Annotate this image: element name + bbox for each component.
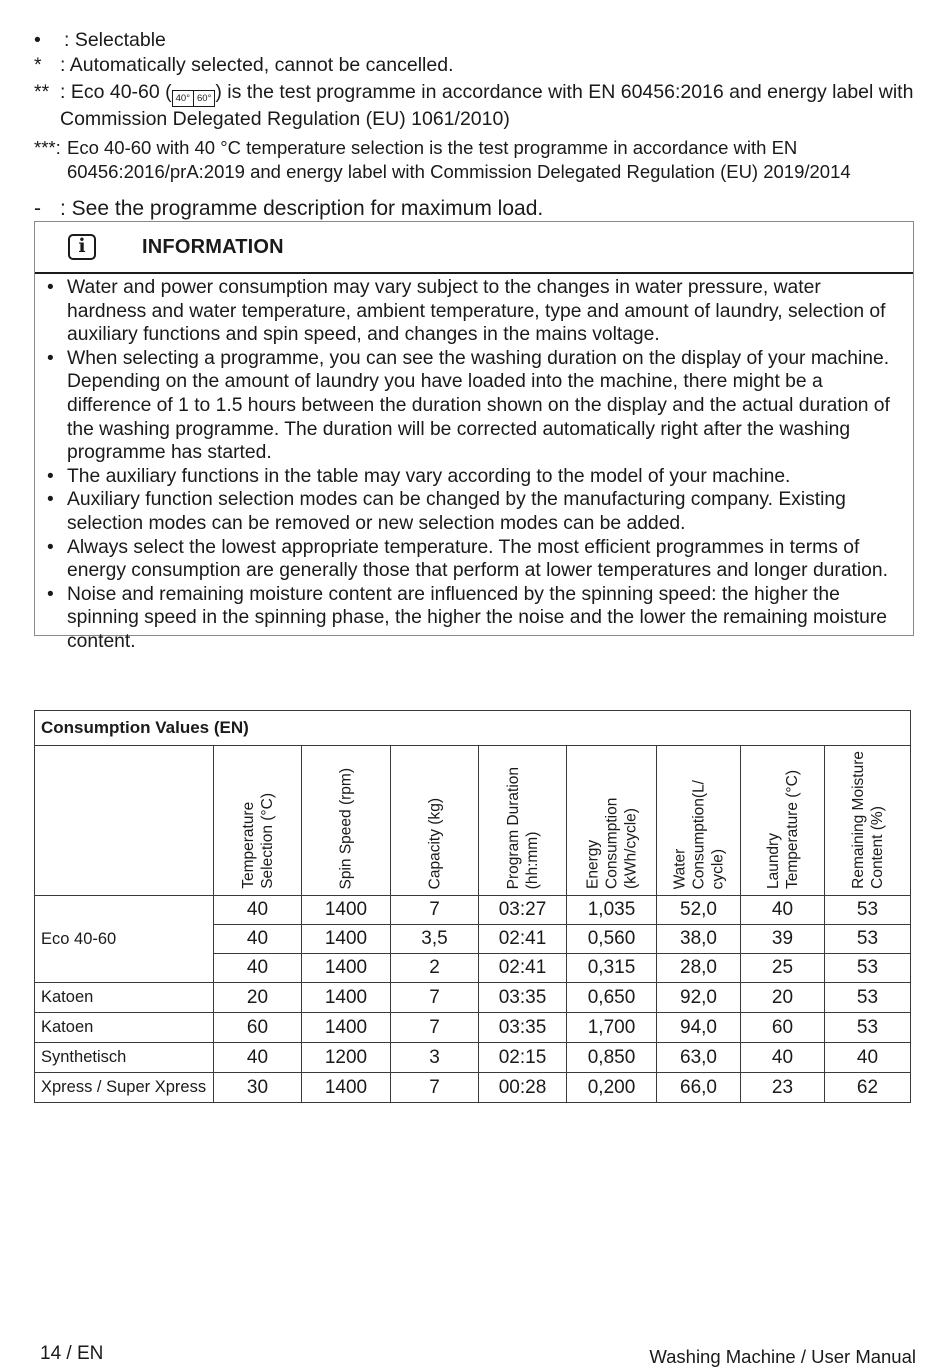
note-text <box>34 80 934 132</box>
table-cell: 40 <box>825 1043 911 1073</box>
note-mark: ** <box>34 81 50 103</box>
table-cell: 40 <box>214 896 302 925</box>
table-cell: 20 <box>741 983 825 1013</box>
header-capacity <box>391 746 479 896</box>
table-cell: 7 <box>391 1013 479 1043</box>
table-cell: 39 <box>741 925 825 954</box>
table-cell: 66,0 <box>657 1073 741 1103</box>
information-box <box>34 221 914 652</box>
table-cell: 1200 <box>302 1043 391 1073</box>
header-duration <box>479 746 567 896</box>
table-cell: 1400 <box>302 983 391 1013</box>
table-cell: 7 <box>391 1073 479 1103</box>
table-cell: 1400 <box>302 954 391 983</box>
table-cell: 3,5 <box>391 925 479 954</box>
note-selectable <box>34 28 934 53</box>
table-cell: 02:15 <box>479 1043 567 1073</box>
table-cell: 1400 <box>302 1013 391 1043</box>
note-text-after: ) is the test programme in accordance with EN 60456:2016 and energy label with Commission Delegated Regulation (EU) 1061/2010) <box>60 81 914 130</box>
table-cell: 38,0 <box>657 925 741 954</box>
note-mark: • <box>34 29 41 51</box>
consumption-table <box>34 710 911 1103</box>
table-cell: 1400 <box>302 1073 391 1103</box>
table-cell: 53 <box>825 925 911 954</box>
information-list <box>35 274 913 654</box>
info-icon: i <box>68 234 96 260</box>
table-cell: 0,315 <box>567 954 657 983</box>
table-cell: 25 <box>741 954 825 983</box>
table-cell: 1400 <box>302 896 391 925</box>
note-maxload <box>34 196 934 221</box>
list-item: • Auxiliary function selection modes can be changed by the manufacturing company. Existing selection modes can be removed or new selection modes can be added. <box>67 488 903 535</box>
table-cell: 0,560 <box>567 925 657 954</box>
header-spin-speed <box>302 746 391 896</box>
header-label: Program Duration (hh:mm) <box>504 766 541 889</box>
table-cell: 40 <box>741 896 825 925</box>
table-cell: 1400 <box>302 925 391 954</box>
note-mark: ***: <box>34 137 61 158</box>
table-row <box>35 896 911 925</box>
header-label: Temperature Selection (°C) <box>239 793 276 889</box>
list-item: • When selecting a programme, you can see the washing duration on the display of your machine. Depending on the amount of laundry you have loaded into the machine, there might be a difference of 1 to 1.5 hours between the duration shown on the display and the actual duration of the washing programme. The duration will be corrected automatically right after the washing programme has started. <box>67 347 903 465</box>
table-cell: 92,0 <box>657 983 741 1013</box>
note-text: Eco 40-60 with 40 °C temperature selection is the test programme in accordance with EN 60456:2016/prA:2019 and energy label with Commission Delegated Regulation (EU) 2019/2014 <box>67 137 851 182</box>
table-cell: 40 <box>741 1043 825 1073</box>
programme-name: Katoen <box>35 983 214 1013</box>
table-cell: 7 <box>391 983 479 1013</box>
note-text: : Automatically selected, cannot be cancelled. <box>60 54 454 76</box>
table-row <box>35 1043 911 1073</box>
table-row <box>35 1013 911 1043</box>
table-cell: 28,0 <box>657 954 741 983</box>
table-cell: 53 <box>825 896 911 925</box>
table-cell: 62 <box>825 1073 911 1103</box>
header-laundry-temp <box>741 746 825 896</box>
note-eco <box>34 80 934 132</box>
programme-name: Synthetisch <box>35 1043 214 1073</box>
table-caption: Consumption Values (EN) <box>35 711 911 746</box>
header-moisture <box>825 746 911 896</box>
icon-temp-60: 60° <box>193 91 214 106</box>
table-cell: 00:28 <box>479 1073 567 1103</box>
table-cell: 7 <box>391 896 479 925</box>
table-cell: 03:35 <box>479 1013 567 1043</box>
table-cell: 1,035 <box>567 896 657 925</box>
header-label: Remaining Moisture Content (%) <box>849 751 886 889</box>
table-cell: 52,0 <box>657 896 741 925</box>
table-cell: 20 <box>214 983 302 1013</box>
note-eco40 <box>34 136 934 184</box>
programme-name: Xpress / Super Xpress <box>35 1073 214 1103</box>
table-cell: 53 <box>825 983 911 1013</box>
table-cell: 1,700 <box>567 1013 657 1043</box>
table-cell: 53 <box>825 1013 911 1043</box>
list-item: • Noise and remaining moisture content are influenced by the spinning speed: the higher the spinning speed in the spinning phase, the higher the noise and the lower the remaining moisture content. <box>67 583 903 654</box>
table-cell: 60 <box>741 1013 825 1043</box>
table-cell: 40 <box>214 1043 302 1073</box>
header-cell-blank <box>35 746 214 896</box>
table-cell: 94,0 <box>657 1013 741 1043</box>
header-temperature <box>214 746 302 896</box>
header-label: Energy Consumption (kWh/cycle) <box>584 797 639 889</box>
header-label: Spin Speed (rpm) <box>337 767 355 889</box>
note-text: : Selectable <box>64 29 166 51</box>
note-auto <box>34 53 934 78</box>
table-cell: 23 <box>741 1073 825 1103</box>
header-label: Capacity (kg) <box>426 797 443 889</box>
table-row <box>35 983 911 1013</box>
icon-temp-40: 40° <box>175 93 191 104</box>
table-cell: 60 <box>214 1013 302 1043</box>
information-title: INFORMATION <box>142 236 284 258</box>
programme-name: Eco 40-60 <box>35 896 214 983</box>
table-cell: 0,850 <box>567 1043 657 1073</box>
programme-name: Katoen <box>35 1013 214 1043</box>
table-cell: 03:27 <box>479 896 567 925</box>
table-cell: 2 <box>391 954 479 983</box>
table-cell: 53 <box>825 954 911 983</box>
note-mark: - <box>34 197 41 220</box>
table-row <box>35 1073 911 1103</box>
table-cell: 0,650 <box>567 983 657 1013</box>
table-cell: 3 <box>391 1043 479 1073</box>
document-title: Washing Machine / User Manual <box>649 1346 916 1367</box>
table-cell: 02:41 <box>479 954 567 983</box>
header-water <box>657 746 741 896</box>
list-item: • Water and power consumption may vary subject to the changes in water pressure, water hardness and water temperature, ambient temperature, type and amount of laundry, selection of auxiliary functions and spin speed, and changes in the mains voltage. <box>67 276 903 347</box>
table-cell: 03:35 <box>479 983 567 1013</box>
table-cell: 02:41 <box>479 925 567 954</box>
information-header <box>35 222 913 274</box>
list-item: • Always select the lowest appropriate temperature. The most efficient programmes in terms of energy consumption are generally those that perform at lower temperatures and longer duration. <box>67 536 903 583</box>
eco-40-60-icon <box>172 90 216 107</box>
note-text: : See the programme description for maximum load. <box>60 197 544 220</box>
table-cell: 0,200 <box>567 1073 657 1103</box>
table-cell: 30 <box>214 1073 302 1103</box>
header-label: Water Consumption(L/ cycle) <box>671 779 726 889</box>
header-energy <box>567 746 657 896</box>
table-cell: 40 <box>214 954 302 983</box>
note-text-before: : Eco 40-60 ( <box>60 81 172 103</box>
table-cell: 40 <box>214 925 302 954</box>
note-mark: * <box>34 54 42 76</box>
page-number: 14 / EN <box>40 1343 104 1364</box>
legend-notes <box>34 28 934 221</box>
header-label: Laundry Temperature (°C) <box>764 769 801 889</box>
list-item: • The auxiliary functions in the table may vary according to the model of your machine. <box>67 465 903 489</box>
table-cell: 63,0 <box>657 1043 741 1073</box>
